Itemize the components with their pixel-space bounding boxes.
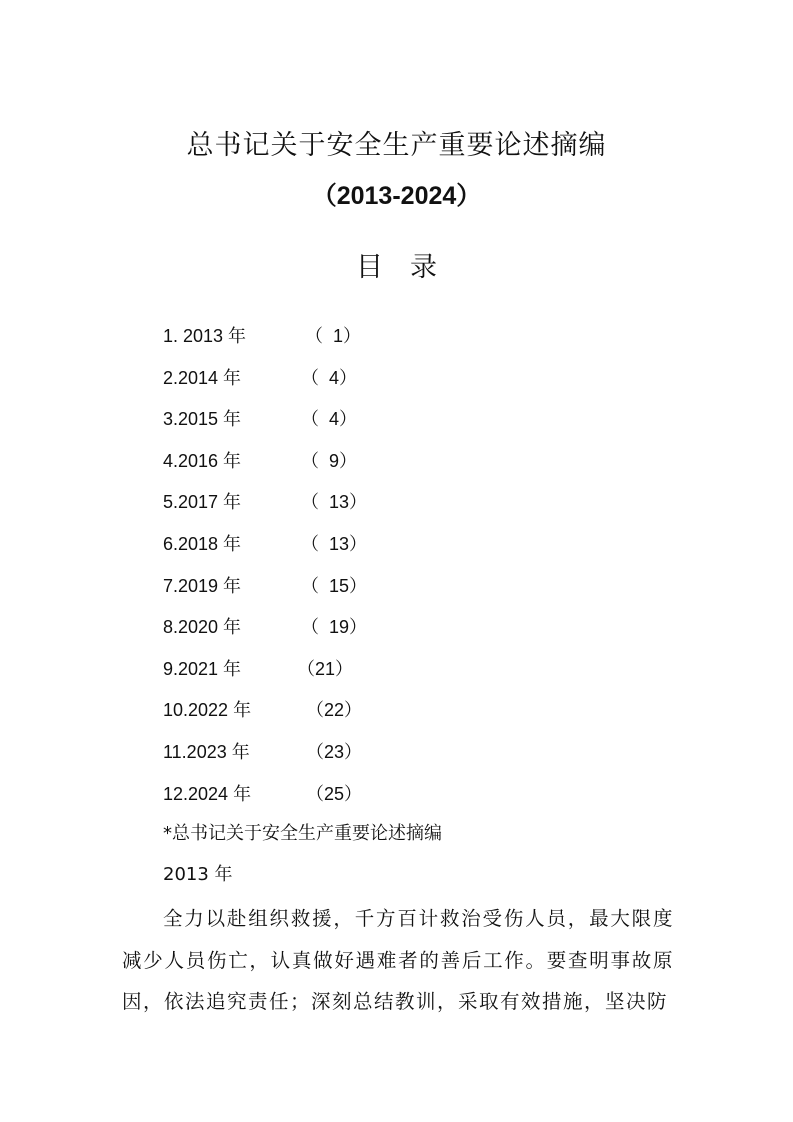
toc-entry-page: （ 19） <box>301 617 368 638</box>
toc-entry[interactable] <box>163 694 563 736</box>
toc-entry-year: 5.2017 年 <box>163 492 242 513</box>
toc-entry[interactable] <box>163 445 563 487</box>
toc-entry-page: （23） <box>306 741 363 762</box>
toc-entry-year: 3.2015 年 <box>163 409 242 430</box>
toc-entry-page: （ 4） <box>301 367 358 388</box>
toc-entry[interactable] <box>163 362 563 404</box>
toc-entry-year: 11.2023 年 <box>163 741 250 762</box>
toc-entry[interactable] <box>163 736 563 778</box>
table-of-contents <box>163 320 563 819</box>
toc-entry-year: 10.2022 年 <box>163 700 252 721</box>
section-year-heading: 2013 年 <box>163 864 233 885</box>
toc-entry-page: （ 15） <box>301 575 368 596</box>
toc-entry[interactable] <box>163 528 563 570</box>
toc-entry-year: 2.2014 年 <box>163 367 242 388</box>
toc-heading: 目 录 <box>356 252 437 283</box>
toc-entry[interactable] <box>163 403 563 445</box>
toc-entry-year: 9.2021 年 <box>163 658 242 679</box>
toc-entry-page: （ 13） <box>301 492 368 513</box>
toc-entry-year: 4.2016 年 <box>163 450 242 471</box>
toc-entry-page: （ 9） <box>301 450 358 471</box>
toc-entry-year: 8.2020 年 <box>163 617 242 638</box>
toc-entry-page: （ 13） <box>301 533 368 554</box>
toc-entry-page: （ 4） <box>301 409 358 430</box>
toc-entry[interactable] <box>163 486 563 528</box>
body-paragraph: 全力以赴组织救援，千方百计救治受伤人员，最大限度减少人员伤亡，认真做好遇难者的善后工作。要查明事故原因，依法追究责任；深刻总结教训，采取有效措施，坚决防 <box>122 907 674 1013</box>
toc-entry-year: 1. 2013 年 <box>163 326 247 346</box>
toc-entry-page: （25） <box>306 783 363 804</box>
toc-entry[interactable] <box>163 653 563 695</box>
toc-entry[interactable] <box>163 320 563 362</box>
toc-entry[interactable] <box>163 611 563 653</box>
toc-entry[interactable] <box>163 570 563 612</box>
section-note: *总书记关于安全生产重要论述摘编 <box>163 823 442 844</box>
toc-entry-page: （21） <box>297 658 354 679</box>
toc-entry-year: 6.2018 年 <box>163 533 242 554</box>
toc-entry-page: （22） <box>306 700 363 721</box>
toc-entry-year: 12.2024 年 <box>163 783 252 804</box>
document-title: 总书记关于安全生产重要论述摘编 <box>186 130 607 161</box>
toc-entry[interactable] <box>163 778 563 820</box>
toc-entry-year: 7.2019 年 <box>163 575 242 596</box>
document-subtitle: （2013-2024） <box>311 182 482 210</box>
toc-entry-page: （ 1） <box>305 326 362 346</box>
